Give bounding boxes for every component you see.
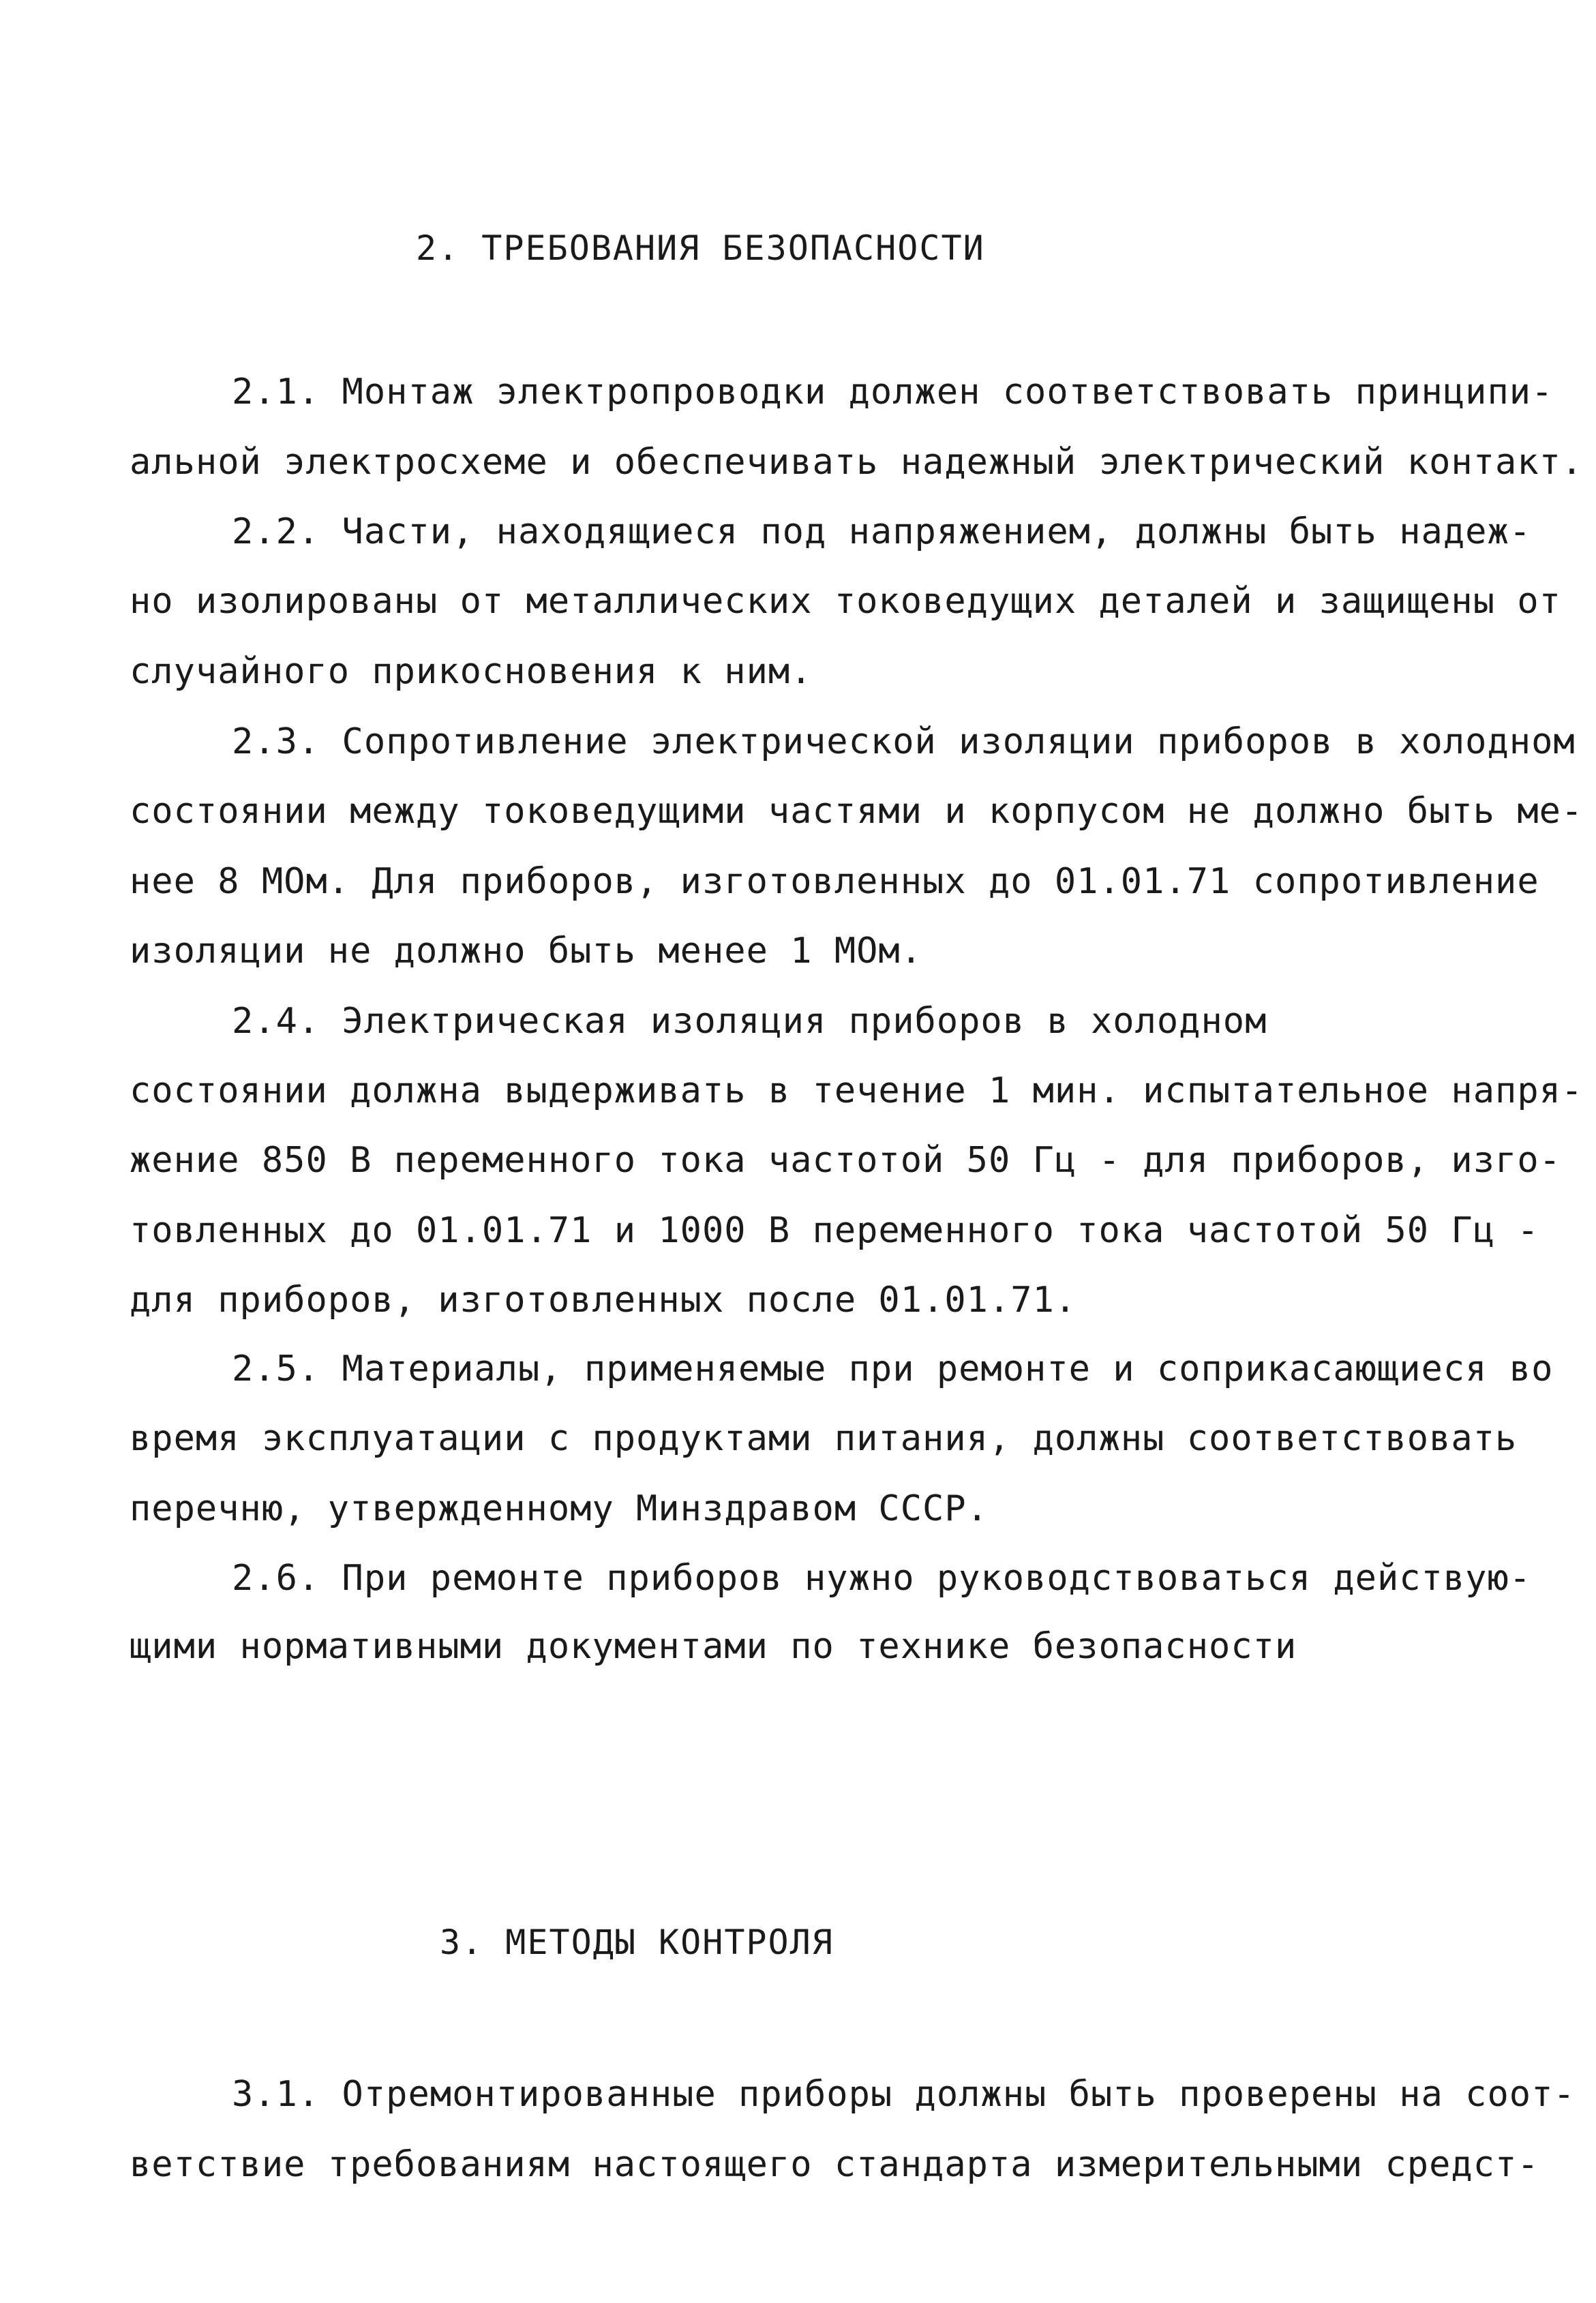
paragraph-2-3-line-3: нее 8 МОм. Для приборов, изготовленных до 01.01.71 сопротивление	[130, 861, 1539, 902]
paragraph-2-3-line-2: состоянии между токоведущими частями и корпусом не должно быть ме-	[130, 791, 1584, 832]
paragraph-2-4-line-4: товленных до 01.01.71 и 1000 В переменного тока частотой 50 Гц -	[130, 1210, 1539, 1251]
paragraph-2-5-line-3: перечню, утвержденному Минздравом СССР.	[130, 1488, 989, 1529]
paragraph-2-2-line-1: 2.2. Части, находящиеся под напряжением, должны быть надеж-	[232, 511, 1532, 552]
paragraph-2-3-line-1: 2.3. Сопротивление электрической изоляции приборов в холодном	[232, 721, 1576, 762]
paragraph-2-6-line-2: щими нормативными документами по технике безопасности	[130, 1626, 1297, 1667]
paragraph-2-3-line-4: изоляции не должно быть менее 1 МОм.	[130, 931, 923, 972]
paragraph-2-6-line-1: 2.6. При ремонте приборов нужно руководствоваться действую-	[232, 1558, 1532, 1599]
paragraph-3-1-line-1: 3.1. Отремонтированные приборы должны быть проверены на соот-	[232, 2074, 1576, 2115]
paragraph-2-5-line-1: 2.5. Материалы, применяемые при ремонте и соприкасающиеся во	[232, 1349, 1554, 1389]
section-2-heading: 2. ТРЕБОВАНИЯ БЕЗОПАСНОСТИ	[416, 228, 985, 268]
paragraph-2-4-line-2: состоянии должна выдерживать в течение 1 мин. испытательное напря-	[130, 1070, 1584, 1111]
section-3-heading: 3. МЕТОДЫ КОНТРОЛЯ	[440, 1923, 834, 1962]
paragraph-2-4-line-1: 2.4. Электрическая изоляция приборов в холодном	[232, 1001, 1267, 1042]
paragraph-2-4-line-3: жение 850 В переменного тока частотой 50 Гц - для приборов, изго-	[130, 1140, 1561, 1181]
paragraph-2-4-line-5: для приборов, изготовленных после 01.01.71.	[130, 1280, 1077, 1321]
paragraph-2-1-line-2: альной электросхеме и обеспечивать надежный электрический контакт.	[130, 442, 1584, 483]
paragraph-3-1-line-2: ветствие требованиям настоящего стандарта измерительными средст-	[130, 2144, 1539, 2185]
paragraph-2-2-line-2: но изолированы от металлических токоведущих деталей и защищены от	[130, 581, 1561, 622]
paragraph-2-1-line-1: 2.1. Монтаж электропроводки должен соответствовать принципи-	[232, 372, 1554, 412]
paragraph-2-2-line-3: случайного прикосновения к ним.	[130, 651, 813, 692]
paragraph-2-5-line-2: время эксплуатации с продуктами питания, должны соответствовать	[130, 1418, 1518, 1459]
